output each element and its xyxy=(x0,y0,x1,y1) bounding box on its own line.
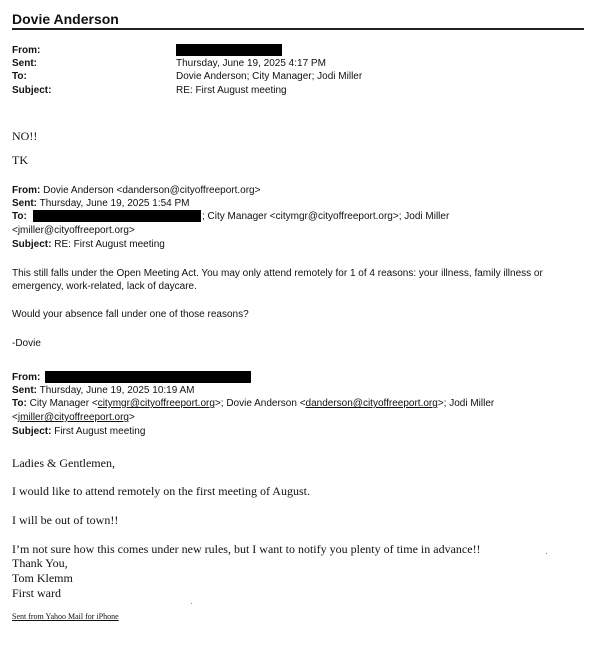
msg3-to-part-3: >; Jodi Miller xyxy=(437,398,495,409)
msg3-to-part-2: >; Dovie Anderson < xyxy=(214,398,306,409)
msg3-to-line-2 xyxy=(12,412,135,423)
msg2-subject-label: Subject: xyxy=(12,239,52,250)
msg3-from-label: From: xyxy=(12,372,41,383)
msg3-sender-ward: First ward xyxy=(12,586,61,600)
msg3-paragraph-2: I will be out of town!! xyxy=(12,513,119,527)
mailbox-owner-name: Dovie Anderson xyxy=(12,11,119,27)
msg2-redacted-recipient xyxy=(33,210,201,222)
msg3-sent-label: Sent: xyxy=(12,385,37,396)
scan-speck xyxy=(546,553,547,554)
msg3-paragraph-3: I’m not sure how this comes under new rules, but I want to notify you plenty of time in advance!! xyxy=(12,542,481,556)
msg2-to-tail: ; City Manager <citymgr@cityoffreeport.org>; Jodi Miller xyxy=(202,211,450,222)
msg2-to-label: To: xyxy=(12,211,27,222)
msg2-body-line-1: This still falls under the Open Meeting Act. You may only attend remotely for 1 of 4 reasons: your illness, family illness or xyxy=(12,268,543,279)
to-value: Dovie Anderson; City Manager; Jodi Miller xyxy=(176,71,363,82)
msg2-body-line-2: emergency, work-related, lack of daycare. xyxy=(12,281,197,292)
msg3-thanks: Thank You, xyxy=(12,556,68,570)
msg3-sender-name: Tom Klemm xyxy=(12,571,73,585)
subject-label: Subject: xyxy=(12,85,52,96)
msg2-signature: -Dovie xyxy=(12,338,41,349)
subject-value: RE: First August meeting xyxy=(176,85,287,96)
msg2-from-value: Dovie Anderson <danderson@cityoffreeport.org> xyxy=(40,185,261,196)
jmiller-email-link[interactable]: jmiller@cityoffreeport.org xyxy=(17,412,129,423)
citymgr-email-link[interactable]: citymgr@cityoffreeport.org xyxy=(97,398,215,409)
msg2-sent-line xyxy=(12,198,190,209)
to-label: To: xyxy=(12,71,27,82)
reply-line-1: NO!! xyxy=(12,129,38,143)
sent-value: Thursday, June 19, 2025 4:17 PM xyxy=(176,58,326,69)
header-divider xyxy=(12,28,584,30)
msg3-redacted-sender xyxy=(45,371,251,383)
msg3-subject-line xyxy=(12,426,145,437)
msg2-subject-line xyxy=(12,239,165,250)
msg2-sent-label: Sent: xyxy=(12,198,37,209)
sent-label: Sent: xyxy=(12,58,37,69)
msg3-to-line2-close: > xyxy=(128,412,135,423)
redacted-sender xyxy=(176,44,282,56)
reply-line-2: TK xyxy=(12,153,28,167)
msg3-to-line xyxy=(12,398,494,409)
msg2-from-label: From: xyxy=(12,185,41,196)
msg2-from-line xyxy=(12,185,260,196)
msg2-subject-value: RE: First August meeting xyxy=(51,239,165,250)
scan-speck xyxy=(191,603,192,604)
msg3-subject-label: Subject: xyxy=(12,426,52,437)
msg2-body-line-3: Would your absence fall under one of those reasons? xyxy=(12,309,249,320)
msg3-to-part-1: City Manager < xyxy=(26,398,98,409)
msg3-sent-line xyxy=(12,385,195,396)
msg3-to-label: To: xyxy=(12,398,27,409)
msg2-sent-value: Thursday, June 19, 2025 1:54 PM xyxy=(37,198,190,209)
yahoo-mail-footer-link[interactable]: Sent from Yahoo Mail for iPhone xyxy=(12,612,119,621)
msg3-greeting: Ladies & Gentlemen, xyxy=(12,456,115,470)
msg3-to-line2-open: < xyxy=(12,412,18,423)
from-label: From: xyxy=(12,45,41,56)
msg3-paragraph-1: I would like to attend remotely on the first meeting of August. xyxy=(12,484,310,498)
msg3-sent-value: Thursday, June 19, 2025 10:19 AM xyxy=(37,385,195,396)
danderson-email-link[interactable]: danderson@cityoffreeport.org xyxy=(305,398,438,409)
msg3-subject-value: First August meeting xyxy=(51,426,146,437)
msg2-to-line-2: <jmiller@cityoffreeport.org> xyxy=(12,225,135,236)
